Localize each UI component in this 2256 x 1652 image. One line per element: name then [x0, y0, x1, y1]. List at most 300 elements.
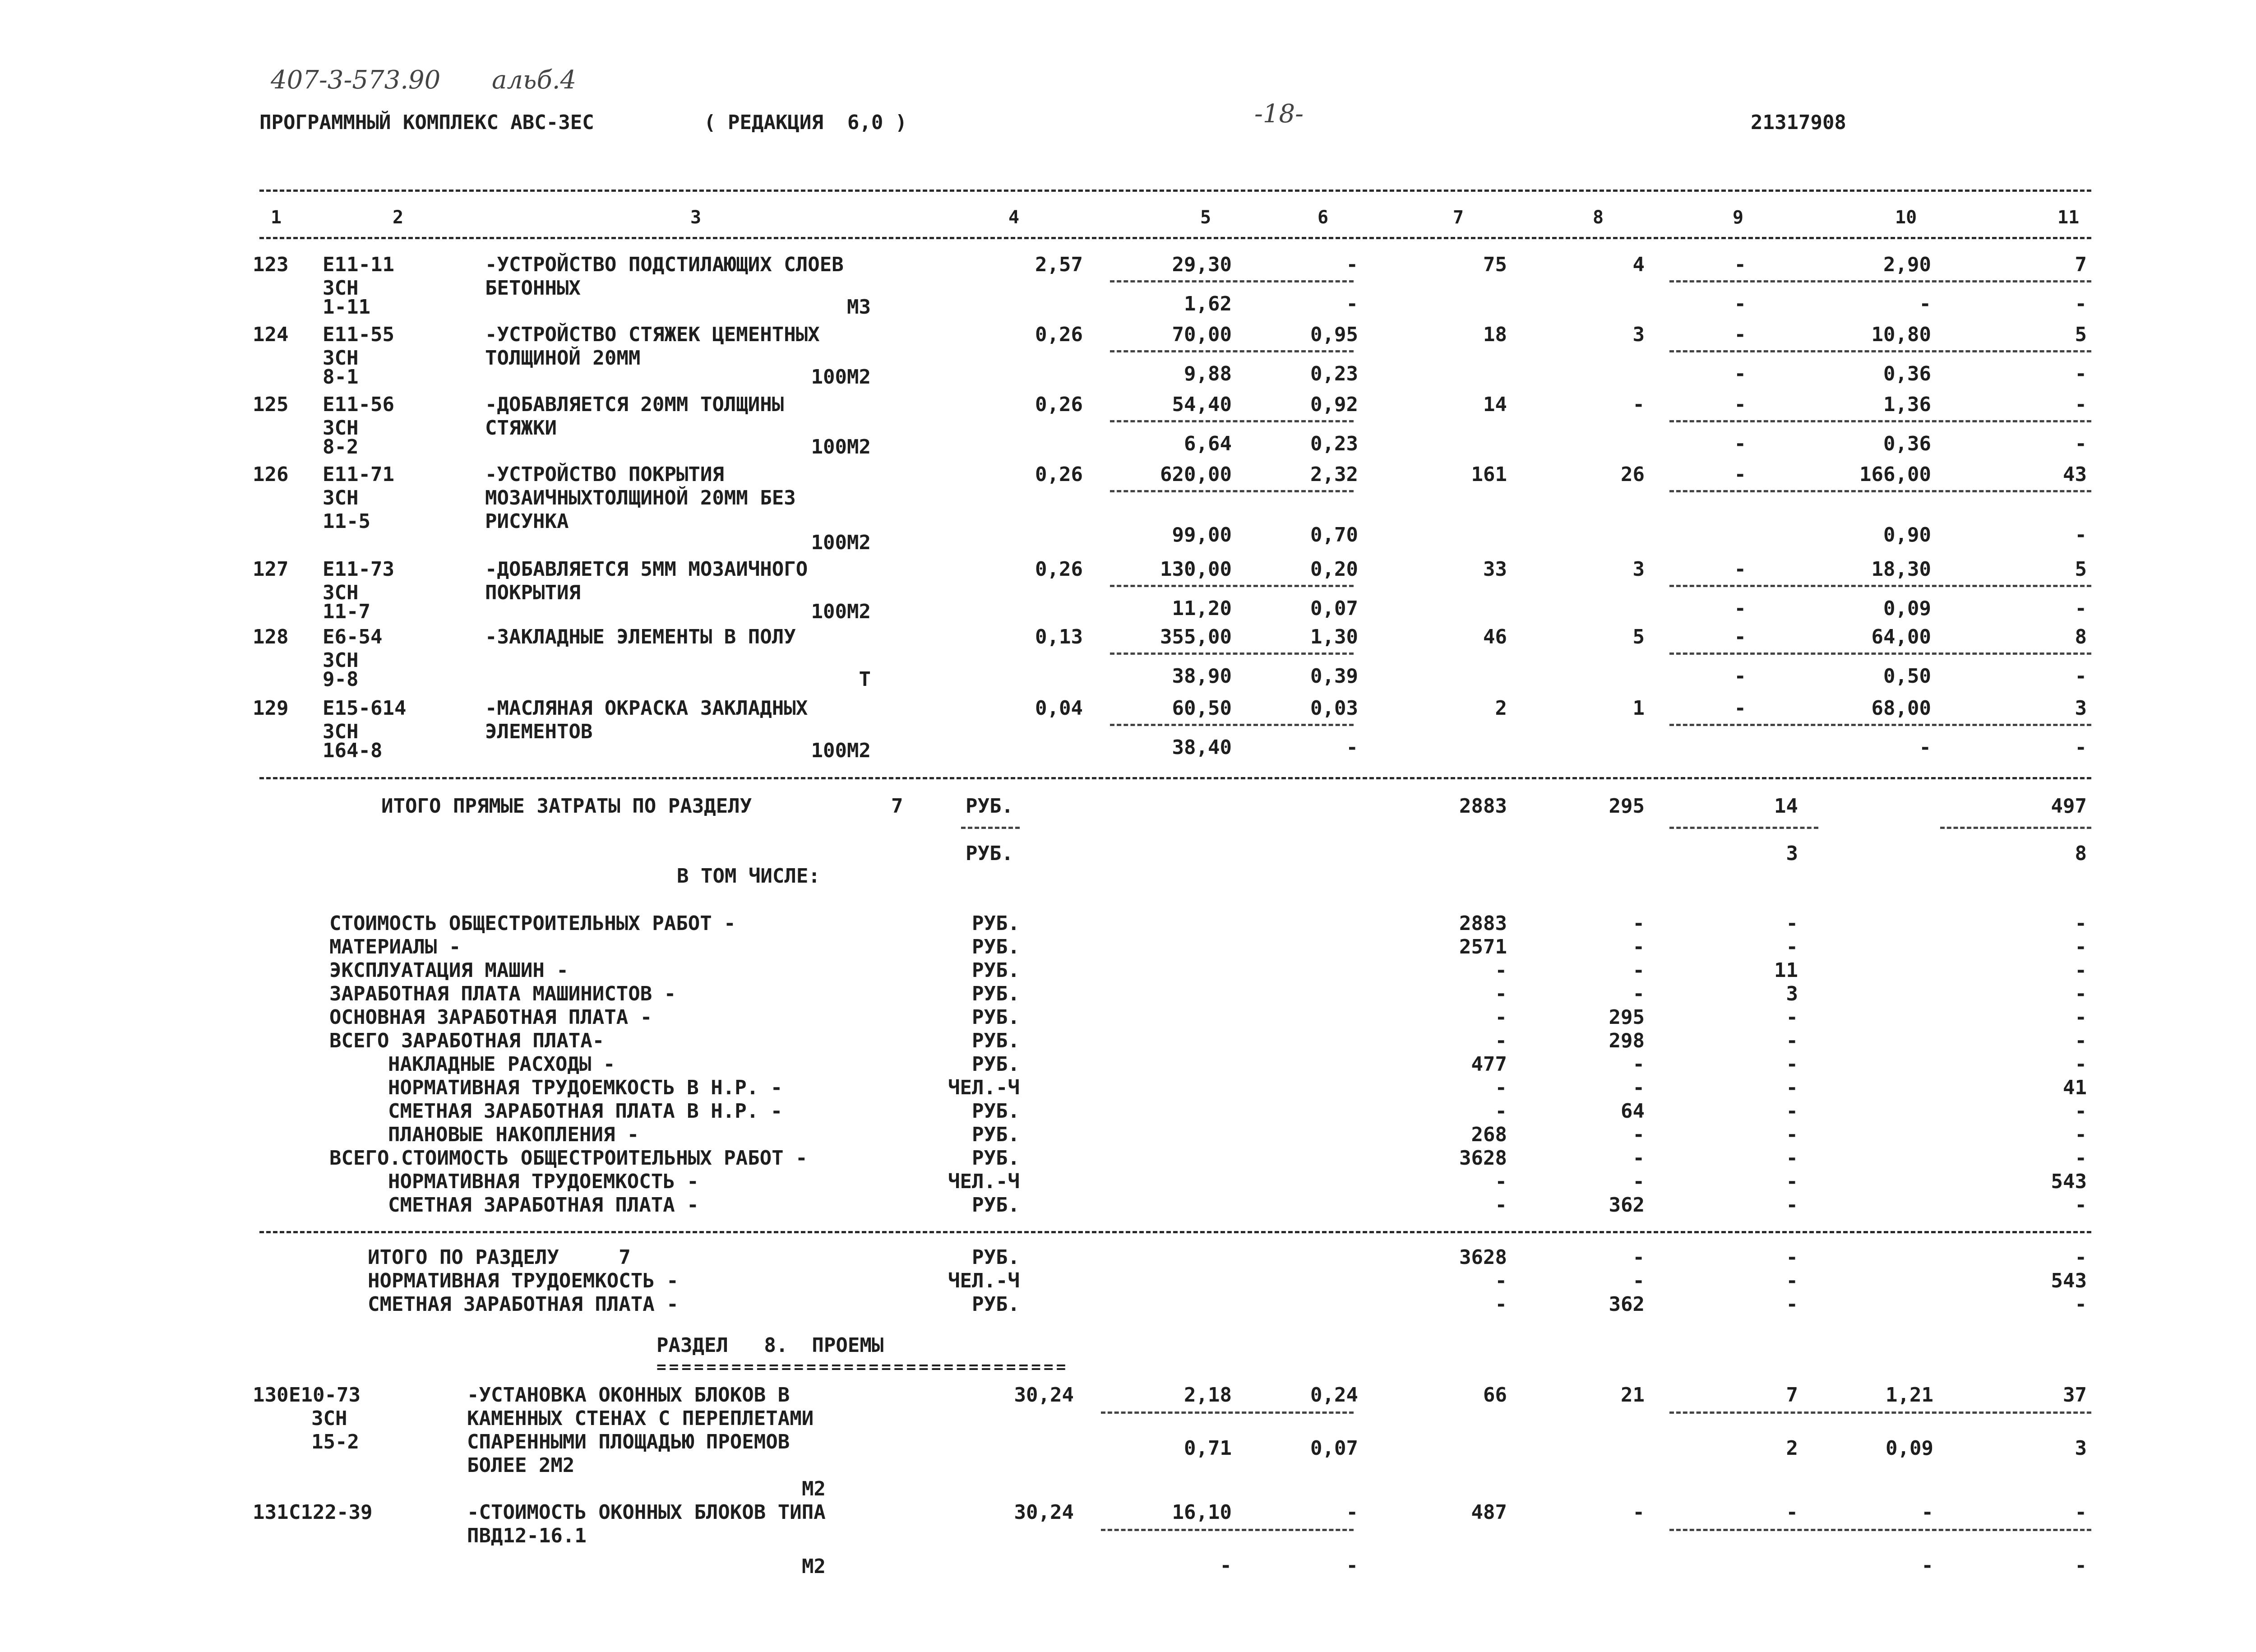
breakdown-wage: -: [1632, 959, 1645, 982]
row-labor-machine-total: 3: [2075, 1437, 2087, 1460]
row-code: С122-39: [289, 1501, 373, 1524]
row-unit-price-machine: 6,64: [1184, 432, 1232, 455]
total-direct-unit-2: РУБ.: [966, 842, 1013, 865]
row-unit-price-machine: 0,71: [1184, 1437, 1232, 1460]
row-unit-price-machine: 38,40: [1172, 736, 1232, 759]
row-norm-ref: 15-2: [311, 1430, 359, 1453]
row-unit-price-machine: 11,20: [1172, 597, 1232, 620]
row-price-underline: [1101, 1411, 1354, 1414]
row-description: -УСТРОЙСТВО СТЯЖЕК ЦЕМЕНТНЫХ: [485, 323, 820, 346]
row-unit-price-machine: 9,88: [1184, 362, 1232, 385]
total-labor-underline: [1940, 827, 2091, 829]
breakdown-cost: -: [1495, 982, 1507, 1005]
row-quantity: 30,24: [1014, 1384, 1074, 1407]
row-labor-machine: 0,50: [1883, 665, 1931, 688]
section-total-machine: -: [1786, 1293, 1798, 1316]
row-code: Е11-73: [323, 558, 394, 581]
row-total-wage: 3: [1632, 558, 1645, 581]
breakdown-unit: ЧЕЛ.-Ч: [948, 1170, 1020, 1193]
row-labor-machine-total: -: [2075, 736, 2087, 759]
breakdown-labor: -: [2075, 1147, 2087, 1170]
row-unit-wage: 0,03: [1310, 697, 1358, 720]
breakdown-wage: -: [1632, 1170, 1645, 1193]
row-code: Е11-56: [323, 393, 394, 416]
section-total-cost: -: [1495, 1269, 1507, 1292]
row-total-wage: 3: [1632, 323, 1645, 346]
section-total-cost: -: [1495, 1293, 1507, 1316]
row-description: ПОКРЫТИЯ: [485, 581, 581, 604]
row-machine-cost: -: [1734, 323, 1746, 346]
breakdown-wage: -: [1632, 935, 1645, 958]
row-zone: ЗСН: [323, 416, 359, 440]
row-labor-machine: 0,36: [1883, 362, 1931, 385]
row-zone: ЗСН: [323, 581, 359, 604]
section-total-wage: -: [1632, 1246, 1645, 1269]
breakdown-unit: РУБ.: [972, 1100, 1020, 1123]
row-machine-cost: 7: [1786, 1384, 1798, 1407]
row-unit: 100М2: [811, 435, 871, 458]
row-machine-cost: -: [1734, 558, 1746, 581]
section-total-label: НОРМАТИВНАЯ ТРУДОЕМКОСТЬ -: [368, 1269, 679, 1292]
row-unit-wage: 2,32: [1310, 463, 1358, 486]
breakdown-machine: -: [1786, 1076, 1798, 1099]
row-unit: М2: [802, 1477, 826, 1500]
row-number: 130: [253, 1384, 289, 1407]
row-unit-wage: 0,95: [1310, 323, 1358, 346]
row-unit-wage: 1,30: [1310, 625, 1358, 648]
column-number-7: 7: [1453, 207, 1464, 228]
section-total-labor: 543: [2051, 1269, 2087, 1292]
row-quantity: 0,13: [1035, 625, 1083, 648]
row-labor-per-unit: 166,00: [1859, 463, 1931, 486]
section-total-unit: РУБ.: [972, 1293, 1020, 1316]
row-price-underline: [1110, 420, 1354, 422]
row-description: БОЛЕЕ 2М2: [467, 1454, 575, 1477]
section-total-machine: -: [1786, 1269, 1798, 1292]
row-description: -МАСЛЯНАЯ ОКРАСКА ЗАКЛАДНЫХ: [485, 697, 808, 720]
breakdown-unit: РУБ.: [972, 1029, 1020, 1052]
row-labor-per-unit: 18,30: [1871, 558, 1931, 581]
breakdown-labor: -: [2075, 1006, 2087, 1029]
header-rule-bottom: [259, 237, 2091, 239]
breakdown-label: ЭКСПЛУАТАЦИЯ МАШИН -: [329, 959, 569, 982]
row-unit-wage-machine: 0,70: [1310, 523, 1358, 546]
row-labor-total: 3: [2075, 697, 2087, 720]
row-unit-price-machine: -: [1220, 1554, 1232, 1577]
column-number-8: 8: [1593, 207, 1604, 228]
row-unit-price: 70,00: [1172, 323, 1232, 346]
breakdown-wage: -: [1632, 1147, 1645, 1170]
breakdown-machine: -: [1786, 935, 1798, 958]
breakdown-machine: -: [1786, 912, 1798, 935]
row-machine-wage: -: [1734, 292, 1746, 315]
section8-rule: =================================: [656, 1358, 1069, 1376]
breakdown-label: СТОИМОСТЬ ОБЩЕСТРОИТЕЛЬНЫХ РАБОТ -: [329, 912, 736, 935]
row-description: ЭЛЕМЕНТОВ: [485, 720, 593, 743]
breakdown-unit: РУБ.: [972, 1194, 1020, 1217]
breakdown-machine: -: [1786, 1029, 1798, 1052]
breakdown-labor: -: [2075, 1053, 2087, 1076]
column-number-4: 4: [1008, 207, 1020, 228]
section-total-rule: [259, 1231, 2091, 1233]
total-direct-machine-wage: 3: [1786, 842, 1798, 865]
row-unit-price: 355,00: [1160, 625, 1232, 648]
row-labor-total: 7: [2075, 253, 2087, 276]
row-unit-wage-machine: 0,39: [1310, 665, 1358, 688]
breakdown-cost: -: [1495, 1076, 1507, 1099]
row-unit-price-machine: 38,90: [1172, 665, 1232, 688]
breakdown-cost: -: [1495, 1006, 1507, 1029]
breakdown-label: НАКЛАДНЫЕ РАСХОДЫ -: [388, 1053, 615, 1076]
handwritten-album: альб.4: [492, 65, 577, 95]
breakdown-machine: -: [1786, 1053, 1798, 1076]
row-price-underline: [1110, 724, 1354, 726]
row-labor-total: 8: [2075, 625, 2087, 648]
row-labor-underline: [1669, 724, 2091, 726]
breakdown-labor: -: [2075, 912, 2087, 935]
total-direct-labor: 497: [2051, 795, 2087, 818]
row-description: -УСТАНОВКА ОКОННЫХ БЛОКОВ В: [467, 1384, 790, 1407]
column-number-10: 10: [1895, 207, 1917, 228]
row-total-cost: 33: [1483, 558, 1507, 581]
row-machine-wage: -: [1734, 597, 1746, 620]
row-description: ПВД12-16.1: [467, 1524, 587, 1547]
row-number: 125: [253, 393, 289, 416]
row-total-cost: 75: [1483, 253, 1507, 276]
row-description: -ДОБАВЛЯЕТСЯ 5ММ МОЗАИЧНОГО: [485, 558, 808, 581]
row-description: МОЗАИЧНЫХТОЛЩИНОЙ 20ММ БЕЗ: [485, 486, 796, 509]
row-labor-machine-total: -: [2075, 597, 2087, 620]
total-direct-wage: 295: [1609, 795, 1645, 818]
row-quantity: 30,24: [1014, 1501, 1074, 1524]
row-labor-machine-total: -: [2075, 665, 2087, 688]
row-labor-underline: [1669, 280, 2091, 282]
row-unit-wage-machine: -: [1346, 1554, 1358, 1577]
total-direct-label: ИТОГО ПРЯМЫЕ ЗАТРАТЫ ПО РАЗДЕЛУ: [381, 795, 752, 818]
section-total-wage: 362: [1609, 1293, 1645, 1316]
breakdown-unit: ЧЕЛ.-Ч: [948, 1076, 1020, 1099]
row-labor-per-unit: 10,80: [1871, 323, 1931, 346]
row-unit: Т: [859, 668, 871, 691]
row-labor-underline: [1669, 420, 2091, 422]
row-labor-underline: [1669, 585, 2091, 587]
breakdown-wage: -: [1632, 1123, 1645, 1146]
row-description: -СТОИМОСТЬ ОКОННЫХ БЛОКОВ ТИПА: [467, 1501, 826, 1524]
breakdown-labor: 41: [2063, 1076, 2087, 1099]
row-norm-ref: 164-8: [323, 739, 383, 762]
row-unit-price-machine: 99,00: [1172, 523, 1232, 546]
row-unit: 100М2: [811, 366, 871, 389]
row-machine-cost: -: [1734, 697, 1746, 720]
breakdown-machine: -: [1786, 1194, 1798, 1217]
row-price-underline: [1110, 652, 1354, 655]
row-zone: ЗСН: [311, 1407, 347, 1430]
row-norm-ref: 11-7: [323, 600, 370, 623]
row-norm-ref: 9-8: [323, 668, 359, 691]
row-labor-total: 37: [2063, 1384, 2087, 1407]
breakdown-labor: -: [2075, 1123, 2087, 1146]
column-number-1: 1: [271, 207, 282, 228]
row-labor-underline: [1669, 1411, 2091, 1414]
total-direct-unit: РУБ.: [966, 795, 1013, 818]
breakdown-cost: -: [1495, 1194, 1507, 1217]
row-price-underline: [1110, 280, 1354, 282]
row-unit-price: 620,00: [1160, 463, 1232, 486]
program-title: ПРОГРАММНЫЙ КОМПЛЕКС АВС-3ЕС: [259, 111, 594, 134]
row-labor-machine: -: [1919, 292, 1931, 315]
row-unit-price: 2,18: [1184, 1384, 1232, 1407]
row-labor-machine: -: [1921, 1554, 1933, 1577]
row-labor-machine-total: -: [2075, 432, 2087, 455]
column-number-11: 11: [2057, 207, 2080, 228]
breakdown-machine: -: [1786, 1006, 1798, 1029]
handwritten-code: 407-3-573.90: [271, 65, 441, 95]
total-direct-section: 7: [891, 795, 903, 818]
row-unit-price-machine: 1,62: [1184, 292, 1232, 315]
column-number-3: 3: [690, 207, 702, 228]
rows-end-rule: [259, 777, 2091, 779]
row-labor-total: 5: [2075, 558, 2087, 581]
row-zone: ЗСН: [323, 486, 359, 509]
row-total-wage: -: [1632, 1501, 1645, 1524]
column-number-5: 5: [1200, 207, 1211, 228]
row-unit-wage: -: [1346, 253, 1358, 276]
total-machine-underline: [1669, 827, 1818, 829]
row-labor-underline: [1669, 490, 2091, 492]
row-unit-wage-machine: -: [1346, 736, 1358, 759]
total-direct-machine: 14: [1774, 795, 1798, 818]
section-total-cost: 3628: [1459, 1246, 1507, 1269]
breakdown-machine: 3: [1786, 982, 1798, 1005]
total-direct-cost: 2883: [1459, 795, 1507, 818]
breakdown-machine: -: [1786, 1123, 1798, 1146]
row-labor-per-unit: 1,36: [1883, 393, 1931, 416]
row-total-wage: -: [1632, 393, 1645, 416]
row-unit-price: 54,40: [1172, 393, 1232, 416]
row-code: Е6-54: [323, 625, 383, 648]
row-unit-wage: 0,20: [1310, 558, 1358, 581]
row-machine-cost: -: [1734, 625, 1746, 648]
row-total-wage: 26: [1621, 463, 1645, 486]
breakdown-label: ОСНОВНАЯ ЗАРАБОТНАЯ ПЛАТА -: [329, 1006, 652, 1029]
breakdown-cost: -: [1495, 1170, 1507, 1193]
row-machine-cost: -: [1734, 463, 1746, 486]
row-total-wage: 21: [1621, 1384, 1645, 1407]
row-labor-total: 43: [2063, 463, 2087, 486]
row-description: КАМЕННЫХ СТЕНАХ С ПЕРЕПЛЕТАМИ: [467, 1407, 814, 1430]
row-zone: ЗСН: [323, 277, 359, 300]
total-unit-underline: [961, 827, 1020, 829]
breakdown-wage: -: [1632, 912, 1645, 935]
row-labor-machine: 0,09: [1883, 597, 1931, 620]
breakdown-cost: -: [1495, 959, 1507, 982]
section8-title: РАЗДЕЛ 8. ПРОЕМЫ: [656, 1334, 884, 1357]
section-total-unit: РУБ.: [972, 1246, 1020, 1269]
breakdown-cost: -: [1495, 1100, 1507, 1123]
breakdown-wage: -: [1632, 982, 1645, 1005]
row-code: Е15-614: [323, 697, 407, 720]
row-labor-per-unit: -: [1921, 1501, 1933, 1524]
row-unit-price: 16,10: [1172, 1501, 1232, 1524]
row-description: -ДОБАВЛЯЕТСЯ 20ММ ТОЛЩИНЫ: [485, 393, 784, 416]
row-description: -ЗАКЛАДНЫЕ ЭЛЕМЕНТЫ В ПОЛУ: [485, 625, 796, 648]
row-zone: ЗСН: [323, 347, 359, 370]
edition-label: ( РЕДАКЦИЯ 6,0 ): [704, 111, 907, 134]
row-machine-cost: -: [1786, 1501, 1798, 1524]
row-number: 124: [253, 323, 289, 346]
row-unit: 100М2: [811, 739, 871, 762]
row-labor-machine: -: [1919, 736, 1931, 759]
row-machine-wage: -: [1734, 432, 1746, 455]
breakdown-labor: 543: [2051, 1170, 2087, 1193]
row-labor-machine-total: -: [2075, 292, 2087, 315]
row-quantity: 0,26: [1035, 463, 1083, 486]
row-quantity: 0,04: [1035, 697, 1083, 720]
row-machine-wage: 2: [1786, 1437, 1798, 1460]
section-total-labor: -: [2075, 1246, 2087, 1269]
row-description: ТОЛЩИНОЙ 20ММ: [485, 347, 641, 370]
row-machine-wage: -: [1734, 665, 1746, 688]
breakdown-wage: 64: [1621, 1100, 1645, 1123]
row-total-cost: 14: [1483, 393, 1507, 416]
row-unit-wage-machine: -: [1346, 292, 1358, 315]
breakdown-unit: РУБ.: [972, 982, 1020, 1005]
breakdown-cost: 3628: [1459, 1147, 1507, 1170]
row-quantity: 0,26: [1035, 558, 1083, 581]
breakdown-label: НОРМАТИВНАЯ ТРУДОЕМКОСТЬ В Н.Р. -: [388, 1076, 783, 1099]
row-labor-underline: [1669, 350, 2091, 352]
breakdown-unit: РУБ.: [972, 912, 1020, 935]
row-labor-machine-total: -: [2075, 1554, 2087, 1577]
section-total-wage: -: [1632, 1269, 1645, 1292]
row-labor-per-unit: 64,00: [1871, 625, 1931, 648]
row-total-wage: 5: [1632, 625, 1645, 648]
breakdown-label: ВСЕГО ЗАРАБОТНАЯ ПЛАТА-: [329, 1029, 605, 1052]
section-total-label: ИТОГО ПО РАЗДЕЛУ 7: [368, 1246, 631, 1269]
section-total-label: СМЕТНАЯ ЗАРАБОТНАЯ ПЛАТА -: [368, 1293, 679, 1316]
breakdown-labor: -: [2075, 1029, 2087, 1052]
breakdown-machine: -: [1786, 1170, 1798, 1193]
row-unit-wage-machine: 0,07: [1310, 1437, 1358, 1460]
breakdown-cost: 2571: [1459, 935, 1507, 958]
row-total-cost: 487: [1471, 1501, 1507, 1524]
row-number: 126: [253, 463, 289, 486]
row-unit-price: 29,30: [1172, 253, 1232, 276]
row-unit: 100М2: [811, 531, 871, 554]
section-total-unit: ЧЕЛ.-Ч: [948, 1269, 1020, 1292]
breakdown-unit: РУБ.: [972, 1147, 1020, 1170]
row-code: Е11-71: [323, 463, 394, 486]
row-description: -УСТРОЙСТВО ПОДСТИЛАЮЩИХ СЛОЕВ: [485, 253, 844, 276]
breakdown-cost: 477: [1471, 1053, 1507, 1076]
breakdown-label: ПЛАНОВЫЕ НАКОПЛЕНИЯ -: [388, 1123, 639, 1146]
row-labor-per-unit: 68,00: [1871, 697, 1931, 720]
row-price-underline: [1110, 350, 1354, 352]
row-labor-machine-total: -: [2075, 523, 2087, 546]
row-labor-machine-total: -: [2075, 362, 2087, 385]
breakdown-wage: 298: [1609, 1029, 1645, 1052]
section-total-machine: -: [1786, 1246, 1798, 1269]
row-code: Е11-55: [323, 323, 394, 346]
breakdown-labor: -: [2075, 935, 2087, 958]
row-labor-machine: 0,36: [1883, 432, 1931, 455]
breakdown-cost: -: [1495, 1029, 1507, 1052]
breakdown-wage: -: [1632, 1053, 1645, 1076]
row-machine-cost: -: [1734, 253, 1746, 276]
row-total-cost: 66: [1483, 1384, 1507, 1407]
row-total-cost: 2: [1495, 697, 1507, 720]
row-description: РИСУНКА: [485, 510, 569, 533]
row-labor-total: -: [2075, 1501, 2087, 1524]
breakdown-wage: 362: [1609, 1194, 1645, 1217]
including-label: В ТОМ ЧИСЛЕ:: [677, 865, 820, 888]
breakdown-machine: -: [1786, 1147, 1798, 1170]
row-quantity: 0,26: [1035, 323, 1083, 346]
row-description: СПАРЕННЫМИ ПЛОЩАДЬЮ ПРОЕМОВ: [467, 1430, 790, 1453]
row-number: 123: [253, 253, 289, 276]
column-number-6: 6: [1318, 207, 1329, 228]
row-description: -УСТРОЙСТВО ПОКРЫТИЯ: [485, 463, 724, 486]
header-rule-top: [259, 190, 2091, 192]
row-number: 131: [253, 1501, 289, 1524]
row-labor-per-unit: 2,90: [1883, 253, 1931, 276]
section-total-labor: -: [2075, 1293, 2087, 1316]
row-price-underline: [1101, 1529, 1354, 1531]
row-code: Е11-11: [323, 253, 394, 276]
row-norm-ref: 8-1: [323, 366, 359, 389]
row-norm-ref: 11-5: [323, 510, 370, 533]
breakdown-cost: 2883: [1459, 912, 1507, 935]
row-labor-machine: 0,90: [1883, 523, 1931, 546]
row-total-wage: 1: [1632, 697, 1645, 720]
row-labor-total: -: [2075, 393, 2087, 416]
breakdown-label: МАТЕРИАЛЫ -: [329, 935, 461, 958]
breakdown-cost: 268: [1471, 1123, 1507, 1146]
row-number: 128: [253, 625, 289, 648]
row-unit: М2: [802, 1555, 826, 1578]
row-unit-wage-machine: 0,23: [1310, 362, 1358, 385]
breakdown-label: ЗАРАБОТНАЯ ПЛАТА МАШИНИСТОВ -: [329, 982, 676, 1005]
breakdown-unit: РУБ.: [972, 1006, 1020, 1029]
row-quantity: 2,57: [1035, 253, 1083, 276]
row-labor-underline: [1669, 1529, 2091, 1531]
column-number-9: 9: [1733, 207, 1744, 228]
row-price-underline: [1110, 490, 1354, 492]
row-number: 129: [253, 697, 289, 720]
row-number: 127: [253, 558, 289, 581]
breakdown-labor: -: [2075, 1100, 2087, 1123]
row-unit-price: 130,00: [1160, 558, 1232, 581]
breakdown-wage: 295: [1609, 1006, 1645, 1029]
row-zone: ЗСН: [323, 649, 359, 672]
breakdown-labor: -: [2075, 982, 2087, 1005]
row-total-cost: 161: [1471, 463, 1507, 486]
breakdown-unit: РУБ.: [972, 1053, 1020, 1076]
row-norm-ref: 1-11: [323, 296, 370, 319]
row-machine-cost: -: [1734, 393, 1746, 416]
row-price-underline: [1110, 585, 1354, 587]
breakdown-unit: РУБ.: [972, 959, 1020, 982]
row-unit-price: 60,50: [1172, 697, 1232, 720]
row-unit: М3: [847, 296, 871, 319]
breakdown-unit: РУБ.: [972, 1123, 1020, 1146]
breakdown-label: СМЕТНАЯ ЗАРАБОТНАЯ ПЛАТА -: [388, 1194, 699, 1217]
row-labor-underline: [1669, 652, 2091, 655]
row-total-cost: 46: [1483, 625, 1507, 648]
document-number: 21317908: [1751, 111, 1846, 134]
row-machine-wage: -: [1734, 362, 1746, 385]
row-total-cost: 18: [1483, 323, 1507, 346]
